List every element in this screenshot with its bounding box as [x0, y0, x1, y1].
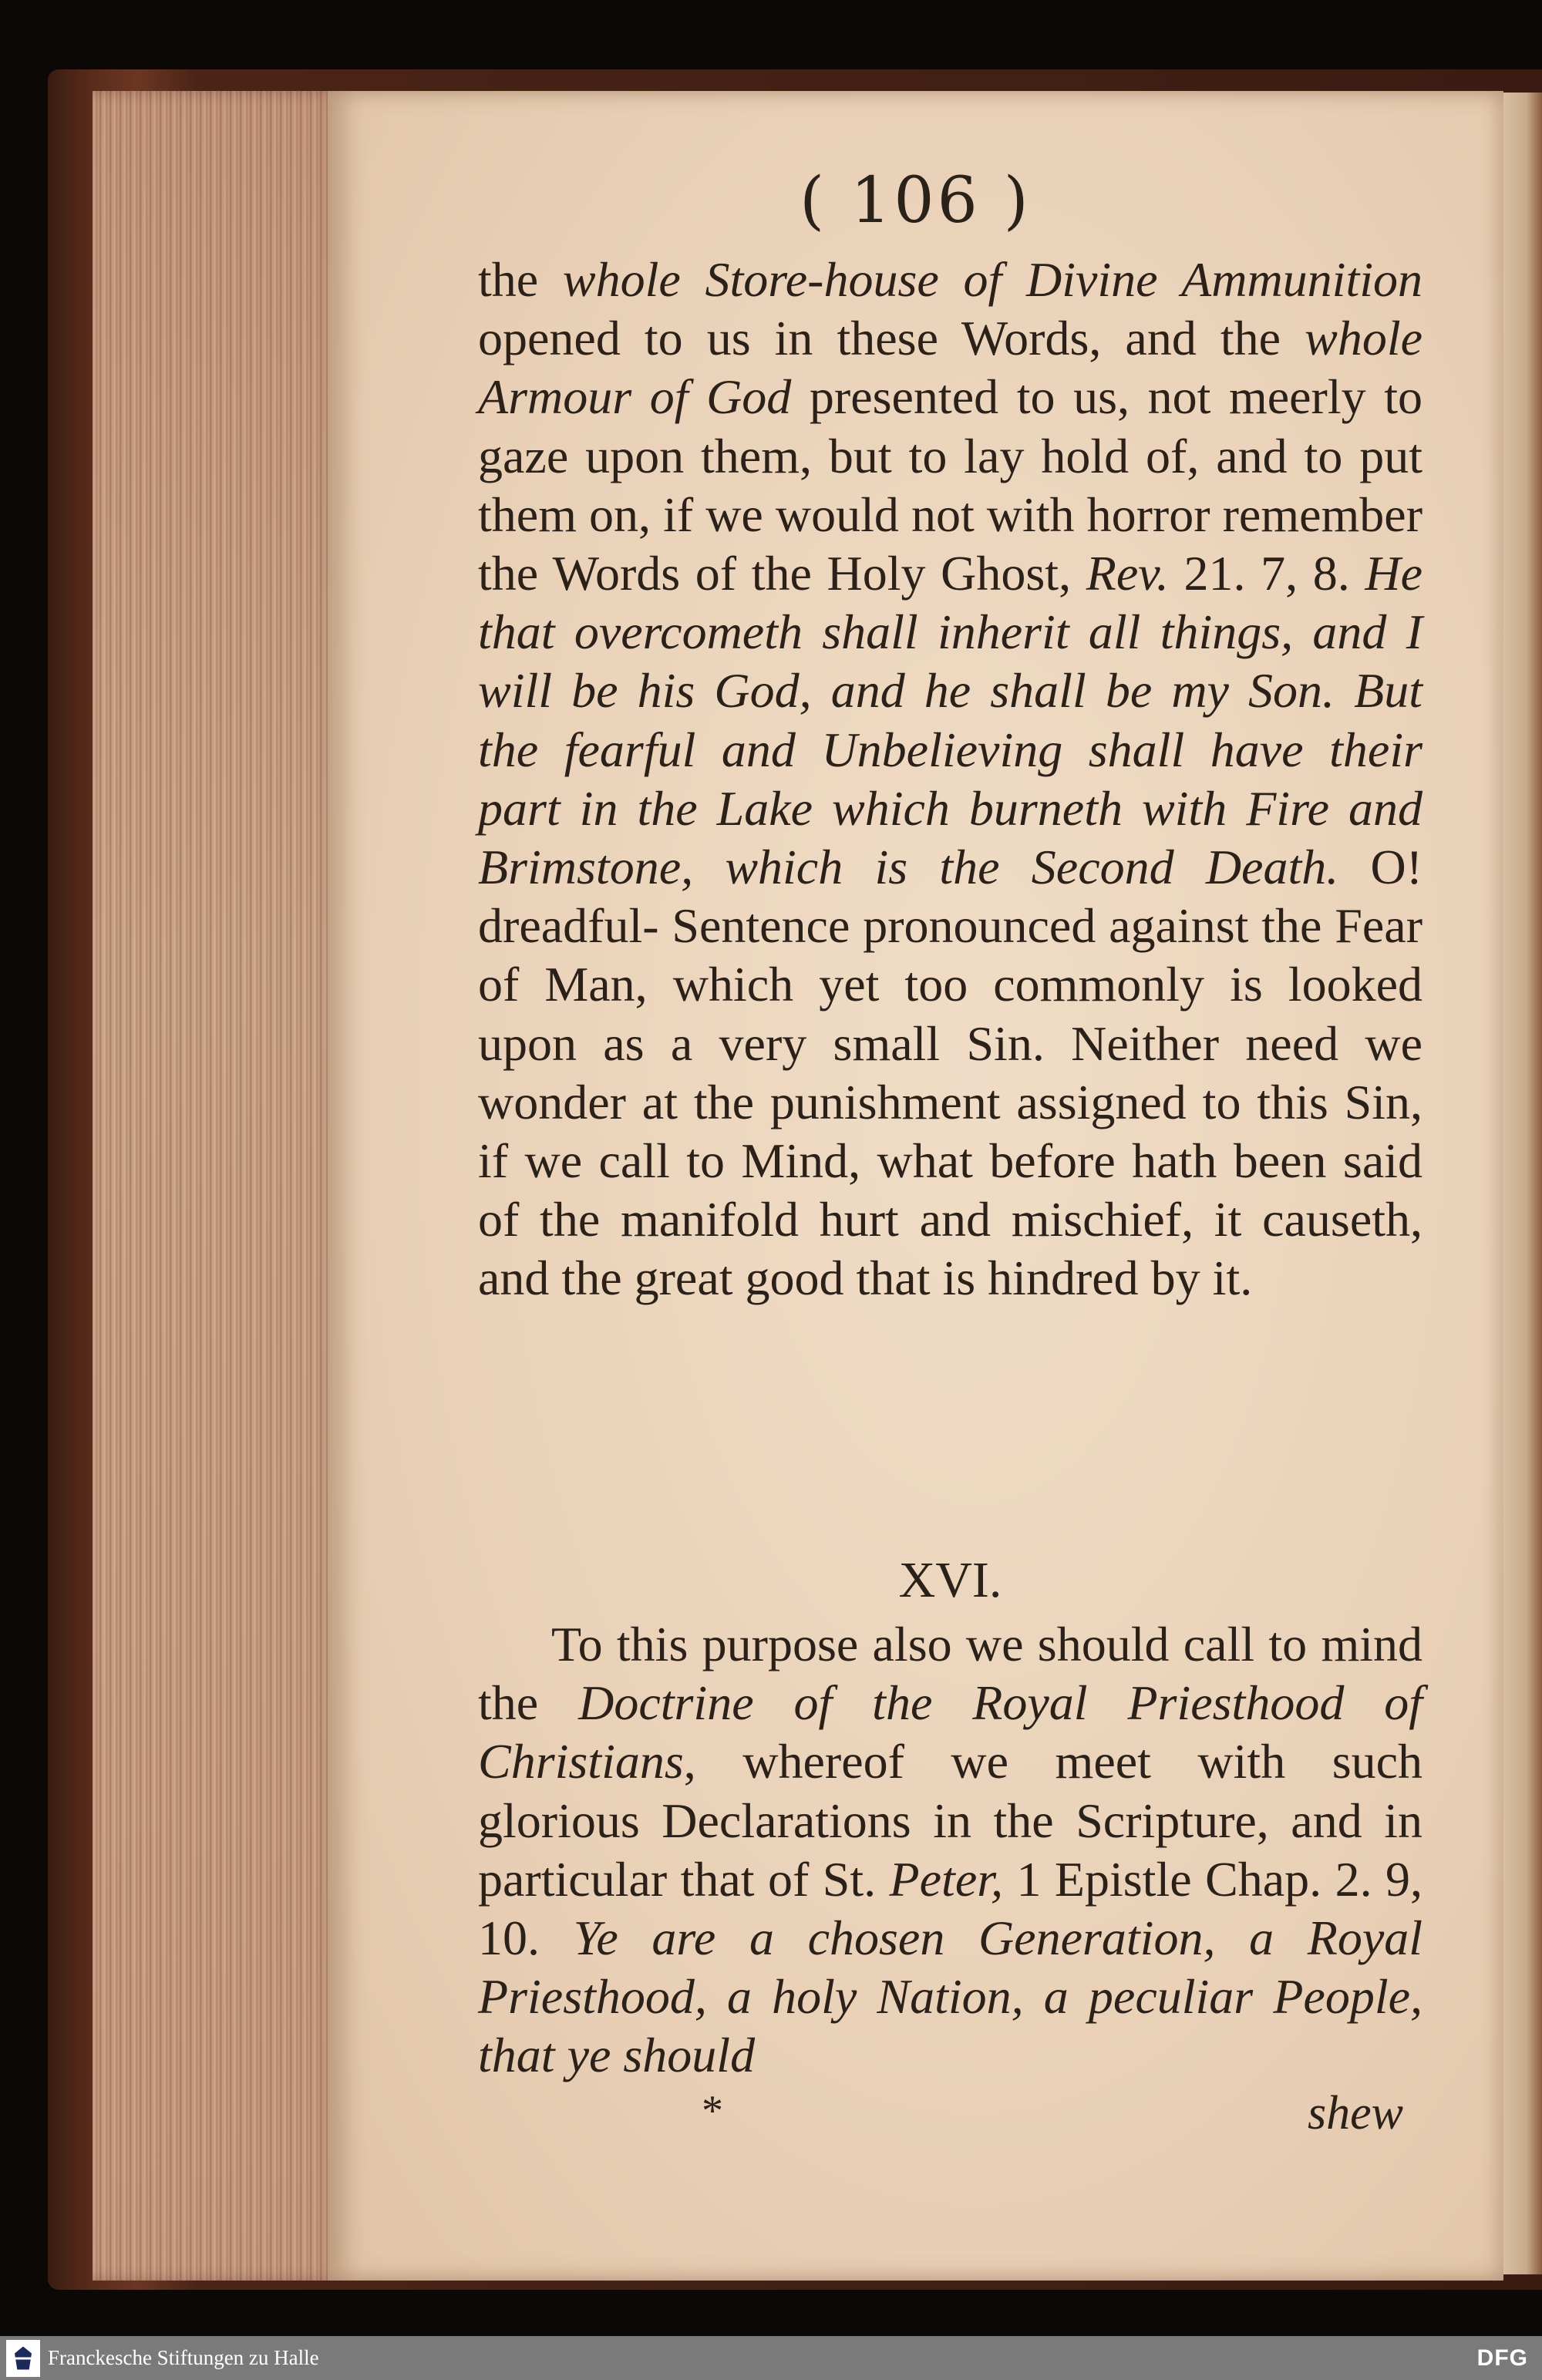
text-run: 21. 7, 8. — [1168, 546, 1365, 601]
facing-page-edge — [1503, 93, 1542, 2274]
catchword-row — [478, 2086, 1422, 2140]
dfg-logo[interactable]: DFG — [1476, 2345, 1528, 2371]
page-edges — [93, 91, 339, 2281]
signature-mark: * — [702, 2087, 723, 2135]
footer-bar — [0, 2336, 1542, 2380]
institution-name: Franckesche Stiftungen zu Halle — [48, 2346, 319, 2369]
text-run: He that overcometh shall inherit all things, and I will be his God, and he shall be my Son. But the fearful and Unbelieving shall have their part in the Lake which burneth with Fire and Brimstone, which is the Second Death. — [478, 546, 1423, 895]
section-numeral: XVI. — [898, 1552, 1002, 1608]
text-run: presented to us, not meerly to gaze upon them, but to lay hold of, and to put them on, if we would not with horror remember the Words of the Holy Ghost, — [478, 369, 1423, 601]
text-run: Rev. — [1086, 546, 1169, 601]
text-run: To this purpose also we should call to mind the — [478, 1617, 1422, 1731]
text-run: opened to us in these Words, and the — [478, 311, 1305, 366]
text-run: , whereof we meet with such glorious Declarations in the Scripture, and in particular that of St. — [478, 1734, 1422, 1907]
text-run: Ye are a chosen Generation, a Royal Priesthood, a holy Nation, a peculiar People, that ye should — [478, 1910, 1423, 2083]
text-run: O! dreadful- Sentence pronounced against the Fear of Man, which yet too commonly is looked upon as a very small Sin. Neither need we wonder at the punishment assigned to this Sin, if we call to Mind, what before hath been said of the manifold hurt and mischief, it causeth, and the great good that is hindred by it. — [478, 840, 1422, 1306]
text-run: 1 Epistle Chap. 2. 9, 10. — [478, 1851, 1423, 1966]
text-run: whole Armour of God — [478, 311, 1422, 425]
text-run: Doctrine of the Royal Priesthood of Christians — [478, 1675, 1423, 1789]
paragraph-2 — [478, 1615, 1422, 2085]
text-run: the — [478, 252, 563, 307]
footer-institution[interactable] — [6, 2336, 319, 2380]
text-run: whole Store-house of Divine Ammunition — [562, 252, 1423, 307]
paragraph-1 — [478, 251, 1422, 1308]
francke-foundations-logo-icon — [6, 2340, 40, 2377]
page-number: ( 106 ) — [800, 164, 1032, 237]
catchword: shew — [1308, 2087, 1403, 2139]
text-run: Peter, — [889, 1851, 1004, 1907]
